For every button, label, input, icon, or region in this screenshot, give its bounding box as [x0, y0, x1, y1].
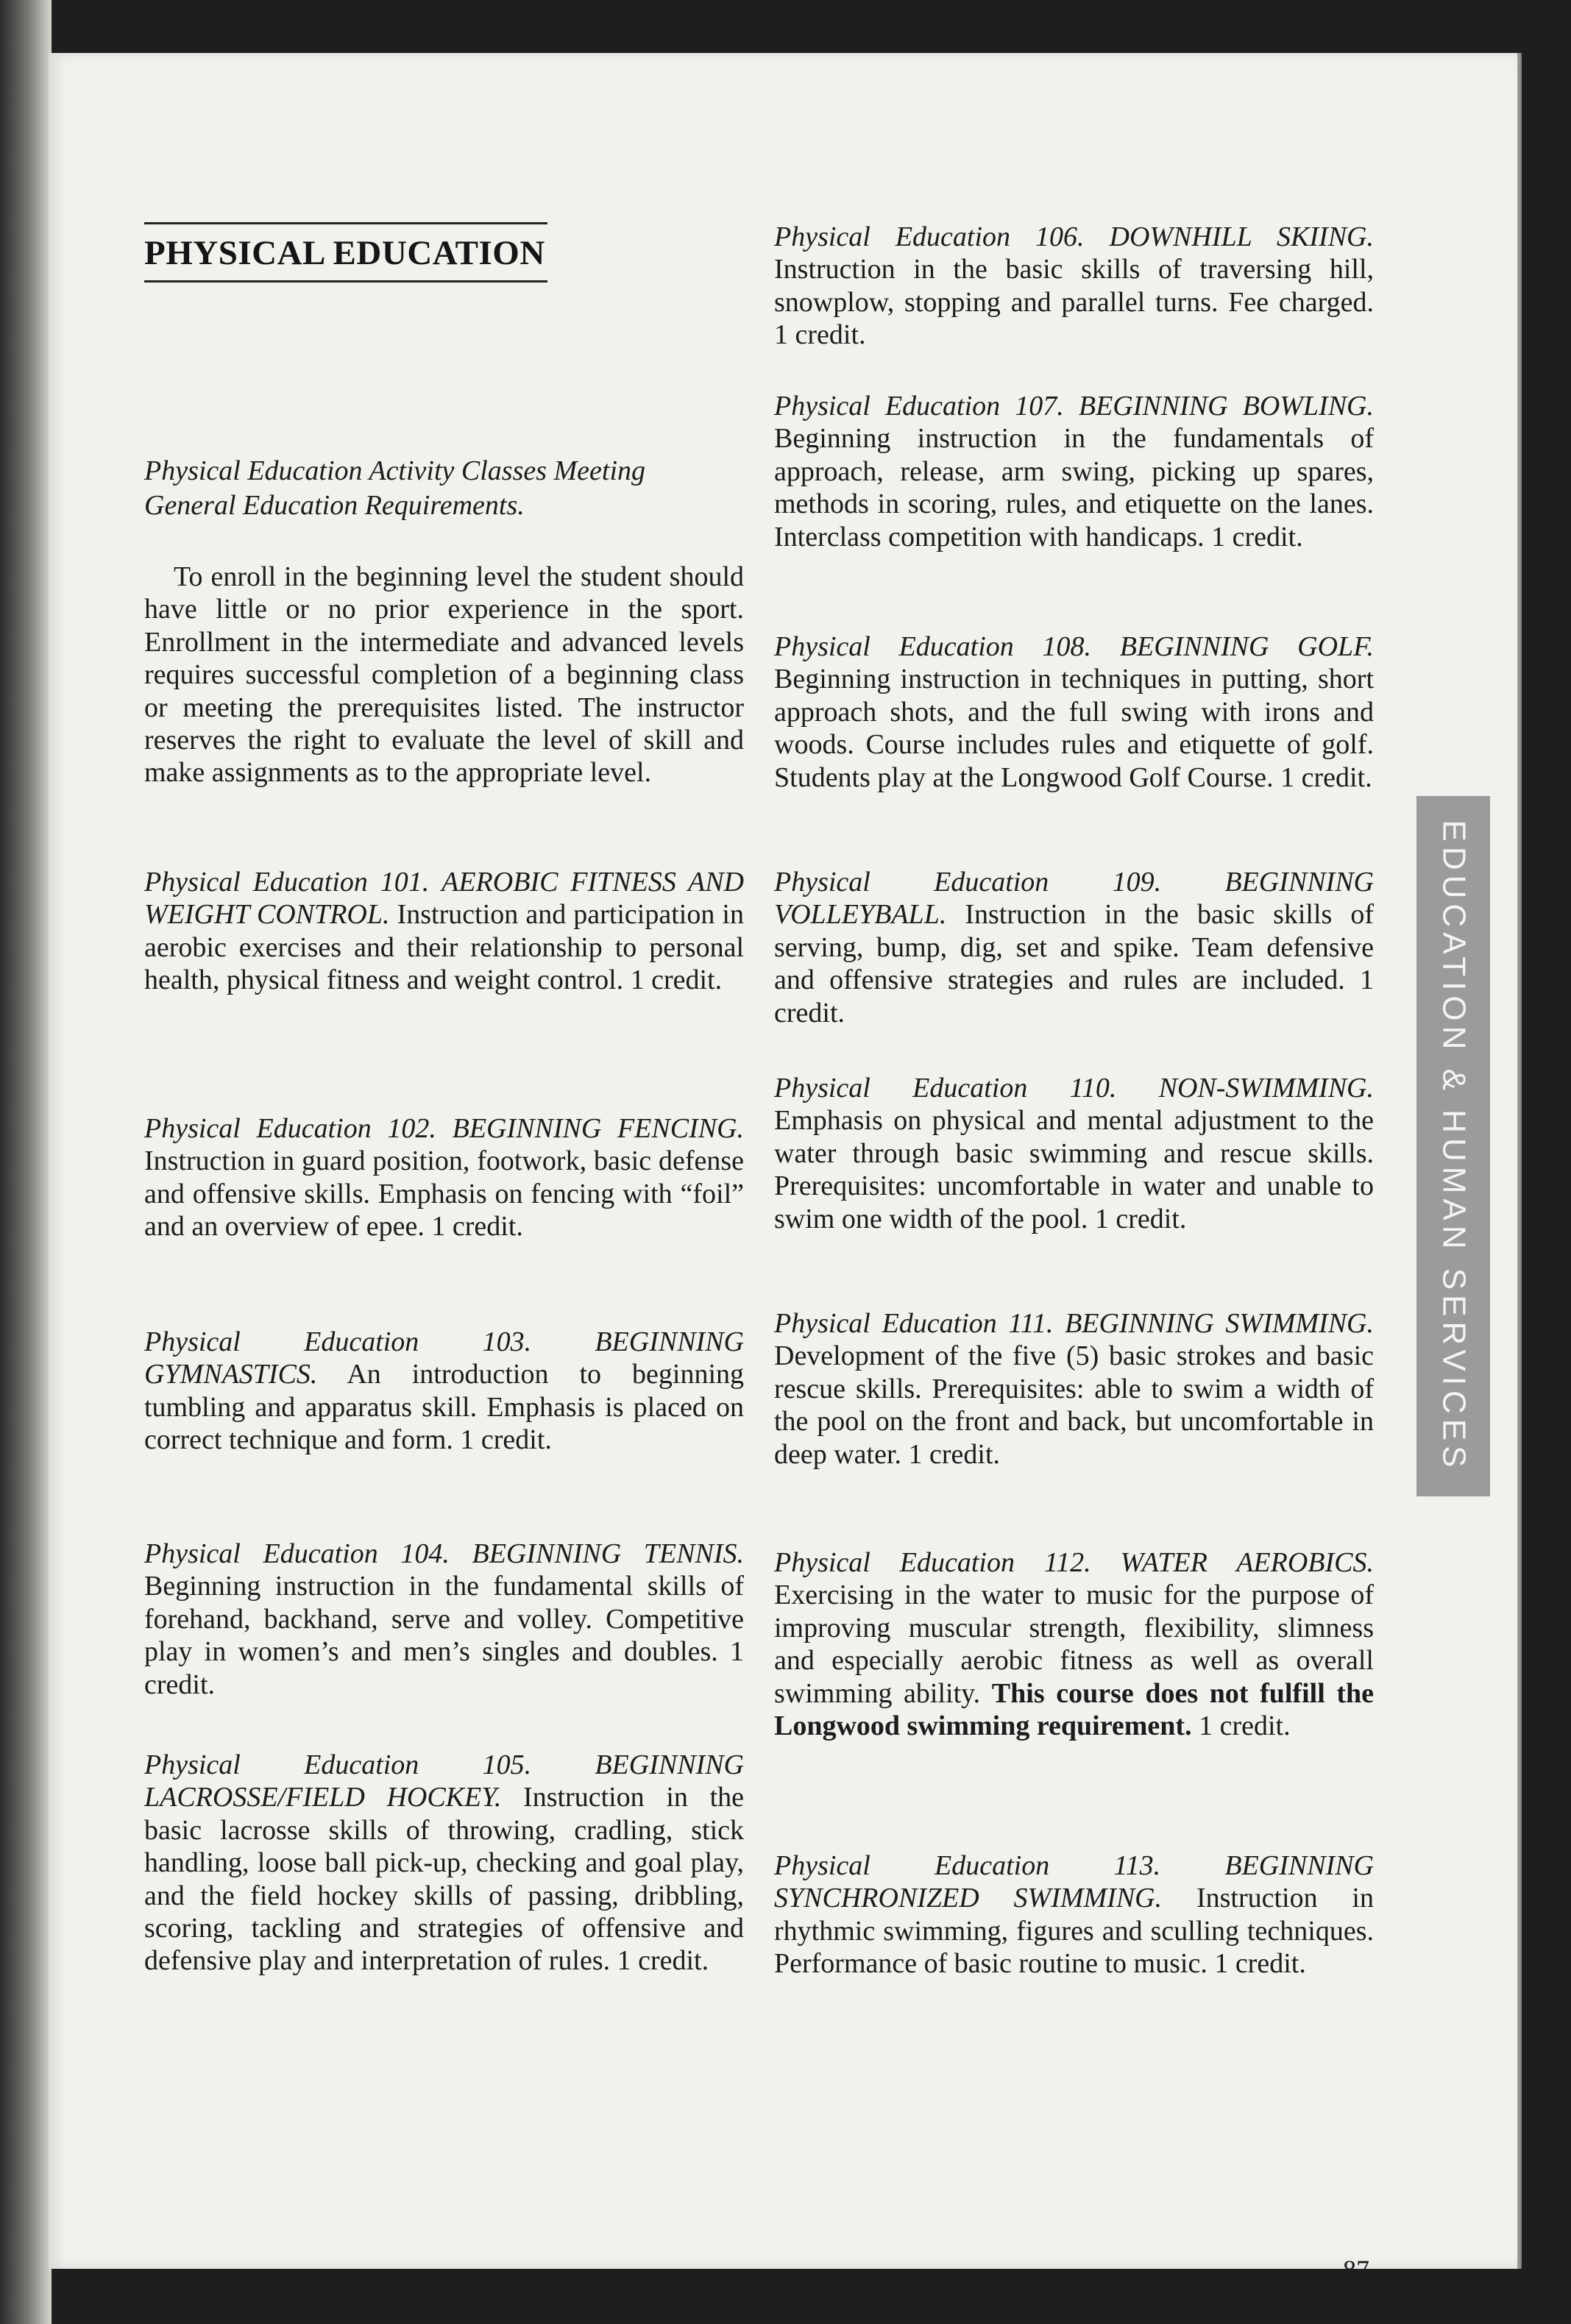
- course-105: [144, 1749, 744, 1977]
- course-title: NON-SWIMMING.: [1158, 1073, 1374, 1104]
- course-title: BEGINNING SYNCHRONIZED SWIMMING.: [774, 1850, 1374, 1914]
- intro-paragraph: To enroll in the beginning level the student should have little or no prior experience in the sport. Enrollment in the intermediate and advanced levels requires successful completion of a beginning class or meeting the prerequisites listed. The instructor reserves the right to evaluate the level of skill and make assignments as to the appropriate level.: [144, 561, 744, 789]
- course-code: Physical Education 106.: [774, 221, 1085, 252]
- course-code: Physical Education 103.: [144, 1326, 532, 1357]
- course-description: An introduction to beginning tumbling and apparatus skill. Emphasis is placed on correct technique and form. 1 credit.: [144, 1359, 744, 1456]
- course-description: Beginning instruction in techniques in putting, short approach shots, and the full swing with irons and woods. Course includes rules and etiquette of golf. Students play at the Longwood Golf Course. 1 credit.: [774, 664, 1374, 793]
- course-title: BEGINNING LACROSSE/FIELD HOCKEY.: [144, 1749, 744, 1813]
- course-110: [774, 1072, 1374, 1235]
- course-title: BEGINNING SWIMMING.: [1065, 1308, 1374, 1339]
- course-code: Physical Education 112.: [774, 1547, 1091, 1578]
- course-description: Emphasis on physical and mental adjustment to the water through basic swimming and rescue skills. Prerequisites: uncomfortable in water and unable to swim one width of the pool. 1 credit.: [774, 1105, 1374, 1234]
- course-description: Instruction and participation in aerobic exercises and their relationship to personal health, physical fitness and weight control. 1 credit.: [144, 899, 744, 996]
- course-description: Beginning instruction in the fundamental skills of forehand, backhand, serve and volley. Competitive play in women’s and men’s singles and doubles. 1 credit.: [144, 1571, 744, 1700]
- course-title: BEGINNING GYMNASTICS.: [144, 1326, 744, 1390]
- course-112: [774, 1546, 1374, 1742]
- course-note: This course does not fulfill the Longwood swimming requirement.: [774, 1677, 1374, 1742]
- course-title: BEGINNING GOLF.: [1119, 631, 1375, 662]
- course-code: Physical Education 101.: [144, 867, 430, 898]
- course-107: [774, 390, 1374, 553]
- course-109: [774, 866, 1374, 1029]
- intro-heading: Physical Education Activity Classes Meeting General Education Requirements.: [144, 455, 646, 521]
- course-code: Physical Education 109.: [774, 867, 1162, 898]
- course-description: Exercising in the water to music for the purpose of improving muscular strength, flexibility, slimness and especially aerobic fitness as well as overall swimming ability.: [774, 1579, 1374, 1709]
- page-number: 87: [1343, 2255, 1369, 2284]
- course-code: Physical Education 111.: [774, 1308, 1054, 1339]
- course-title: BEGINNING VOLLEYBALL.: [774, 867, 1374, 931]
- catalog-page: [49, 53, 1517, 2284]
- course-code: Physical Education 107.: [774, 391, 1064, 422]
- course-code: Physical Education 105.: [144, 1749, 532, 1780]
- course-description: Beginning instruction in the fundamentals of approach, release, arm swing, picking up spares, methods in scoring, rules, and etiquette on the lanes. Interclass competition with handicaps. 1 credit.: [774, 423, 1374, 552]
- section-thumb-tab: [1416, 796, 1490, 1496]
- course-title: AEROBIC FITNESS AND WEIGHT CONTROL.: [144, 867, 744, 931]
- course-credit: 1 credit.: [1199, 1710, 1291, 1742]
- course-code: Physical Education 110.: [774, 1073, 1117, 1104]
- course-description: Instruction in rhythmic swimming, figures and sculling techniques. Performance of basic routine to music. 1 credit.: [774, 1883, 1374, 1980]
- course-108: [774, 630, 1374, 794]
- course-106: [774, 221, 1374, 352]
- course-description: Instruction in guard position, footwork, basic defense and offensive skills. Emphasis on fencing with “foil” and an overview of epee. 1 credit.: [144, 1145, 744, 1243]
- course-code: Physical Education 108.: [774, 631, 1092, 662]
- course-description: Instruction in the basic skills of traversing hill, snowplow, stopping and parallel turns. Fee charged. 1 credit.: [774, 254, 1374, 351]
- course-103: [144, 1326, 744, 1457]
- course-102: [144, 1112, 744, 1243]
- course-title: BEGINNING FENCING.: [452, 1113, 745, 1144]
- course-111: [774, 1307, 1374, 1471]
- course-113: [774, 1849, 1374, 1980]
- course-code: Physical Education 113.: [774, 1850, 1161, 1881]
- course-title: BEGINNING BOWLING.: [1078, 391, 1374, 422]
- course-title: DOWNHILL SKIING.: [1109, 221, 1374, 252]
- facing-page-edge: [0, 0, 52, 2324]
- course-title: BEGINNING TENNIS.: [472, 1538, 744, 1569]
- course-description: Development of the five (5) basic strokes and basic rescue skills. Prerequisites: able to swim a width of the pool on the front and back, but uncomfortable in deep water. 1 credit.: [774, 1340, 1374, 1470]
- course-description: Instruction in the basic skills of serving, bump, dig, set and spike. Team defensive and offensive strategies and rules are included. 1 credit.: [774, 899, 1374, 1028]
- section-title: PHYSICAL EDUCATION: [144, 222, 547, 282]
- course-code: Physical Education 104.: [144, 1538, 450, 1569]
- course-101: [144, 866, 744, 997]
- course-104: [144, 1538, 744, 1701]
- course-description: Instruction in the basic lacrosse skills of throwing, cradling, stick handling, loose ball pick-up, checking and goal play, and the field hockey skills of passing, dribbling, scoring, tackling and strategies of offensive and defensive play and interpretation of rules. 1 credit.: [144, 1782, 744, 1977]
- side-tab-label: EDUCATION & HUMAN SERVICES: [1436, 820, 1472, 1473]
- course-title: WATER AEROBICS.: [1120, 1547, 1374, 1578]
- course-code: Physical Education 102.: [144, 1113, 436, 1144]
